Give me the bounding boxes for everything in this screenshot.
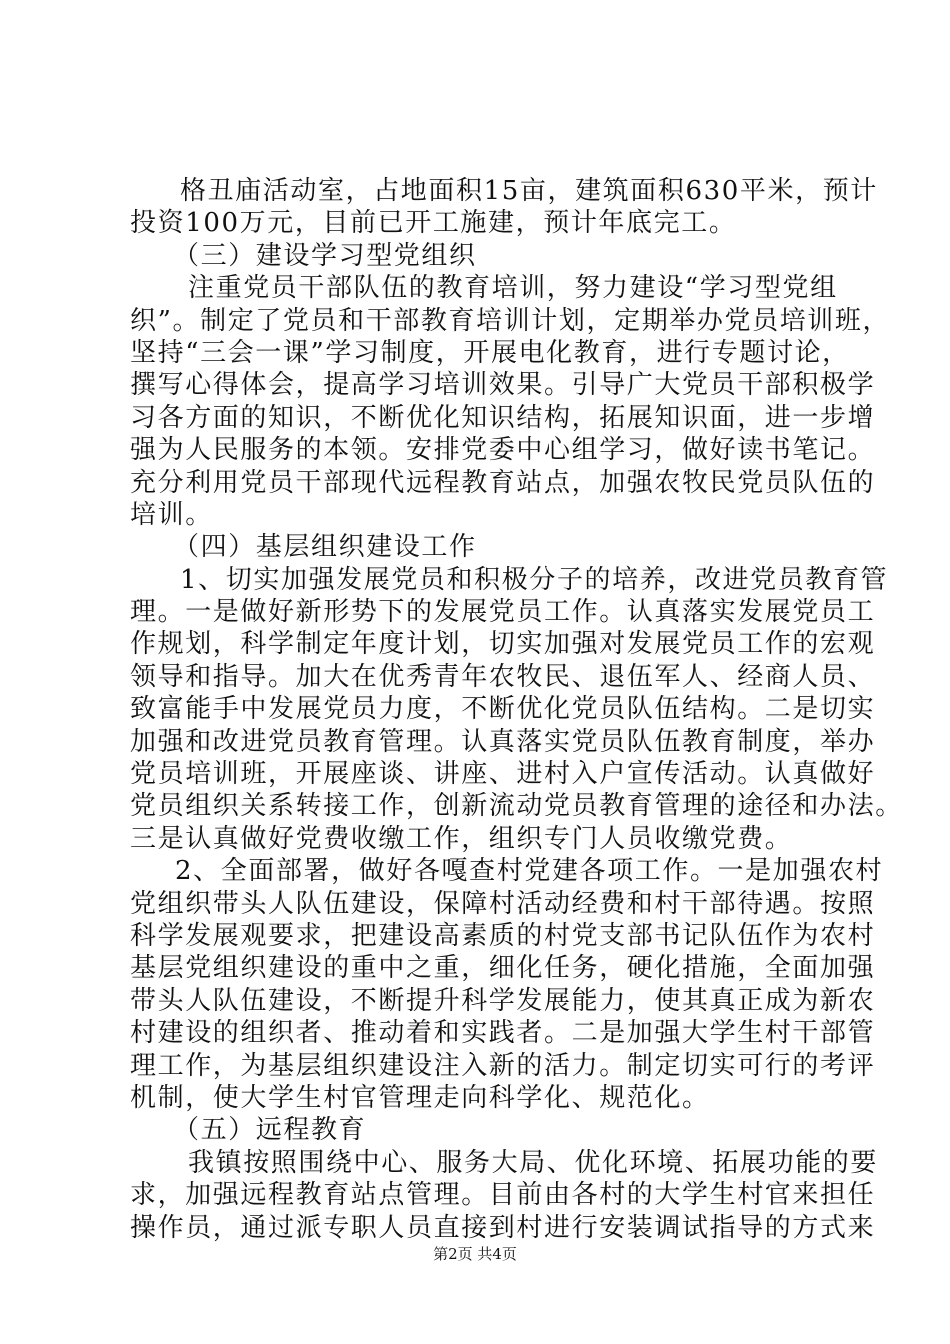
paragraph-line: 党组织带头人队伍建设，保障村活动经费和村干部待遇。按照 bbox=[130, 888, 876, 919]
paragraph-line: 求，加强远程教育站点管理。目前由各村的大学生村官来担任 bbox=[130, 1180, 876, 1211]
paragraph-line: 理工作，为基层组织建设注入新的活力。制定切实可行的考评 bbox=[130, 1050, 876, 1081]
paragraph-line: 撰写心得体会，提高学习培训效果。引导广大党员干部积极学 bbox=[130, 370, 876, 401]
document-body bbox=[130, 175, 903, 1244]
paragraph-line: 坚持“三会一课”学习制度，开展电化教育，进行专题讨论， bbox=[130, 337, 850, 368]
paragraph-line: 我镇按照围绕中心、服务大局、优化环境、拓展功能的要 bbox=[188, 1147, 879, 1178]
paragraph-line: 注重党员干部队伍的教育培训，努力建设“学习型党组 bbox=[188, 273, 838, 304]
section-heading-4: （四）基层组织建设工作 bbox=[173, 532, 477, 563]
paragraph-line: 基层党组织建设的重中之重，细化任务，硬化措施，全面加强 bbox=[130, 953, 876, 984]
paragraph-line: 领导和指导。加大在优秀青年农牧民、退伍军人、经商人员、 bbox=[130, 661, 876, 692]
paragraph-line: 科学发展观要求，把建设高素质的村党支部书记队伍作为农村 bbox=[130, 920, 876, 951]
paragraph-line: 充分利用党员干部现代远程教育站点，加强农牧民党员队伍的 bbox=[130, 467, 876, 498]
paragraph-line: 党员培训班，开展座谈、讲座、进村入户宣传活动。认真做好 bbox=[130, 759, 876, 790]
section-heading-5: （五）远程教育 bbox=[173, 1115, 367, 1146]
paragraph-line: 机制，使大学生村官管理走向科学化、规范化。 bbox=[130, 1082, 710, 1113]
paragraph-line: 党员组织关系转接工作，创新流动党员教育管理的途径和办法。 bbox=[130, 791, 903, 822]
paragraph-line: 作规划，科学制定年度计划，切实加强对发展党员工作的宏观 bbox=[130, 629, 876, 660]
page-number-footer: 第2页 共4页 bbox=[433, 1245, 517, 1263]
paragraph-line: 培训。 bbox=[130, 499, 213, 530]
paragraph-line: 致富能手中发展党员力度，不断优化党员队伍结构。二是切实 bbox=[130, 694, 876, 725]
paragraph-line: 操作员，通过派专职人员直接到村进行安装调试指导的方式来 bbox=[130, 1212, 876, 1243]
paragraph-line: 格丑庙活动室，占地面积15亩，建筑面积630平米，预计 bbox=[180, 176, 878, 206]
paragraph-line: 织”。制定了党员和干部教育培训计划，定期举办党员培训班， bbox=[130, 305, 891, 336]
paragraph-line: 强为人民服务的本领。安排党委中心组学习，做好读书笔记。 bbox=[130, 435, 876, 466]
paragraph-line: 2、全面部署，做好各嘎查村党建各项工作。一是加强农村 bbox=[175, 856, 884, 887]
paragraph-line: 加强和改进党员教育管理。认真落实党员队伍教育制度，举办 bbox=[130, 726, 876, 757]
paragraph-line: 带头人队伍建设，不断提升科学发展能力，使其真正成为新农 bbox=[130, 985, 876, 1016]
paragraph-line: 习各方面的知识，不断优化知识结构，拓展知识面，进一步增 bbox=[130, 402, 876, 433]
paragraph-line: 理。一是做好新形势下的发展党员工作。认真落实发展党员工 bbox=[130, 597, 876, 628]
paragraph-line: 三是认真做好党费收缴工作，组织专门人员收缴党费。 bbox=[130, 823, 793, 854]
paragraph-line: 1、切实加强发展党员和积极分子的培养，改进党员教育管 bbox=[180, 564, 889, 595]
paragraph-line: 村建设的组织者、推动着和实践者。二是加强大学生村干部管 bbox=[130, 1018, 876, 1049]
paragraph-line: 投资100万元，目前已开工施建，预计年底完工。 bbox=[130, 208, 737, 239]
section-heading-3: （三）建设学习型党组织 bbox=[173, 240, 477, 271]
